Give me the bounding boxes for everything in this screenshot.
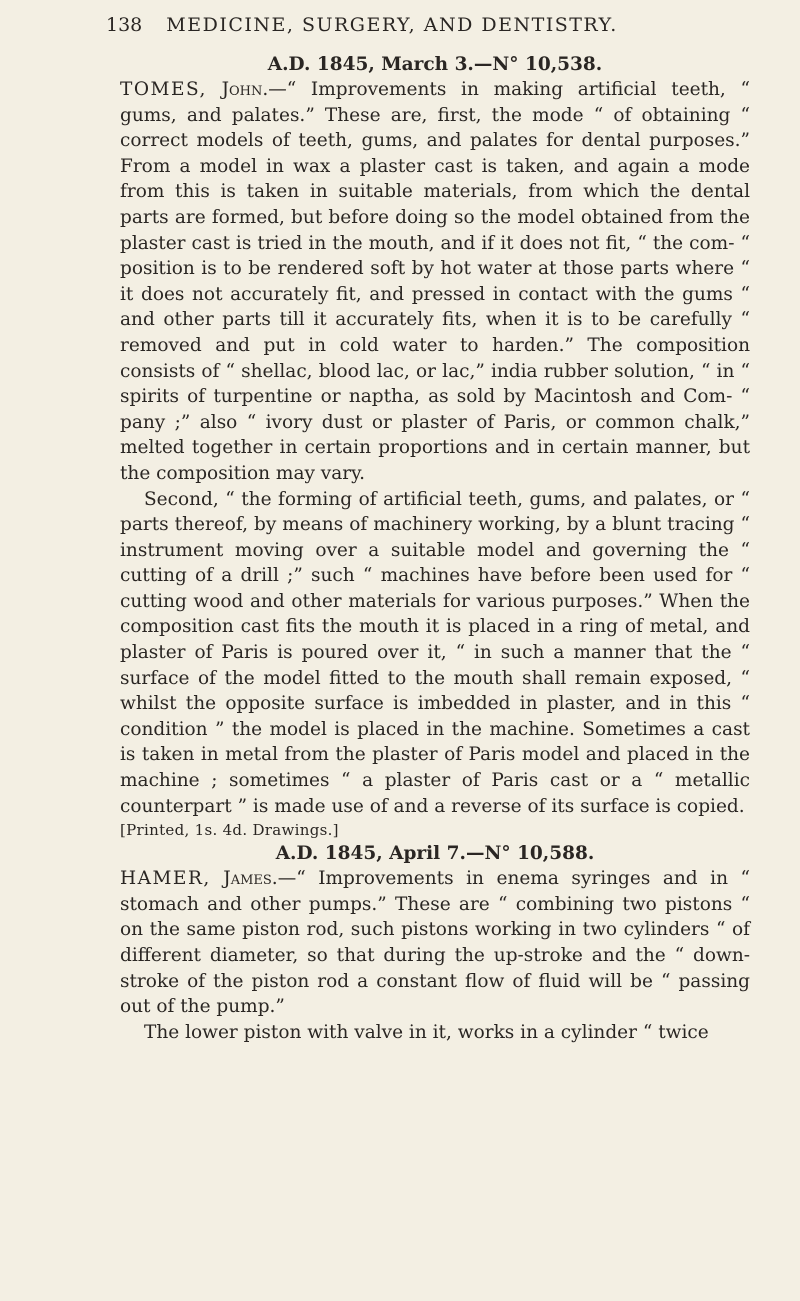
page-number: 138: [106, 14, 143, 36]
running-head: [106, 14, 750, 36]
paragraph-text: —“ Improvements in making artificial teeth, “ gums, and palates.” These are, first, the mode “ of obtaining “ correct models of teeth, gums, and palates for dental purposes.” From a model in wax a plaster cast is taken, and again a mode from this is taken in suitable materials, from which the dental parts are formed, but before doing so the model obtained from the plaster cast is tried in the mouth, and if it does not fit, “ the com- “ position is to be rendered soft by hot water at those parts where “ it does not accurately fit, and pressed in contact with the gums “ and other parts till it accurately fits, when it is to be carefully “ removed and put in cold water to harden.” The composition consists of “ shellac, blood lac, or lac,” india rubber solution, “ in “ spirits of turpentine or naptha, as sold by Macintosh and Com- “ pany ;” also “ ivory dust or plaster of Paris, or common chalk,” melted together in certain proportions and in certain manner, but the composition may vary.: [120, 79, 750, 484]
printed-note: [Printed, 1s. 4d. Drawings.]: [120, 821, 339, 840]
entry-heading: A.D. 1845, March 3.—N° 10,538.: [267, 54, 603, 75]
entry-paragraph: Second, “ the forming of artificial teeth, gums, and palates, or “ parts thereof, by means of machinery working, by a blunt tracing “ instrument moving over a suitable model and governing the “ cutting of a drill ;” such “ machines have before been used for “ cutting wood and other materials for various purposes.” When the composition cast fits the mouth it is placed in a ring of metal, and plaster of Paris is poured over it, “ in such a manner that the “ surface of the model fitted to the mouth shall remain exposed, “ whilst the opposite surface is imbedded in plaster, and in this “ condition ” the model is placed in the machine. Sometimes a cast is taken in metal from the plaster of Paris model and placed in the machine ; sometimes “ a plaster of Paris cast or a “ metallic counterpart ” is made use of and a reverse of its surface is copied.: [120, 488, 750, 817]
running-title: MEDICINE, SURGERY, AND DENTISTRY.: [166, 14, 618, 36]
patent-entry-tomes: [120, 54, 750, 839]
patentee-surname: HAMER,: [120, 868, 211, 890]
patentee-surname: TOMES,: [120, 79, 207, 100]
patentee-forename: John.: [221, 79, 269, 100]
entry-paragraph: The lower piston with valve in it, works in a cylinder “ twice: [144, 1021, 709, 1043]
entry-paragraph: [120, 866, 750, 1020]
paragraph-text: —“ Improvements in enema syringes and in “ stomach and other pumps.” These are “ combining two pistons “ on the same piston rod, such pistons working in two cylinders “ of different diameter, so that during the up-stroke and the “ down-stroke of the piston rod a constant flow of fluid will be “ passing out of the pump.”: [120, 868, 750, 1018]
entry-paragraph: [120, 77, 750, 487]
patentee-forename: James.: [223, 868, 278, 890]
patent-entry-hamer: [120, 843, 750, 1045]
entry-heading: A.D. 1845, April 7.—N° 10,588.: [275, 843, 595, 865]
